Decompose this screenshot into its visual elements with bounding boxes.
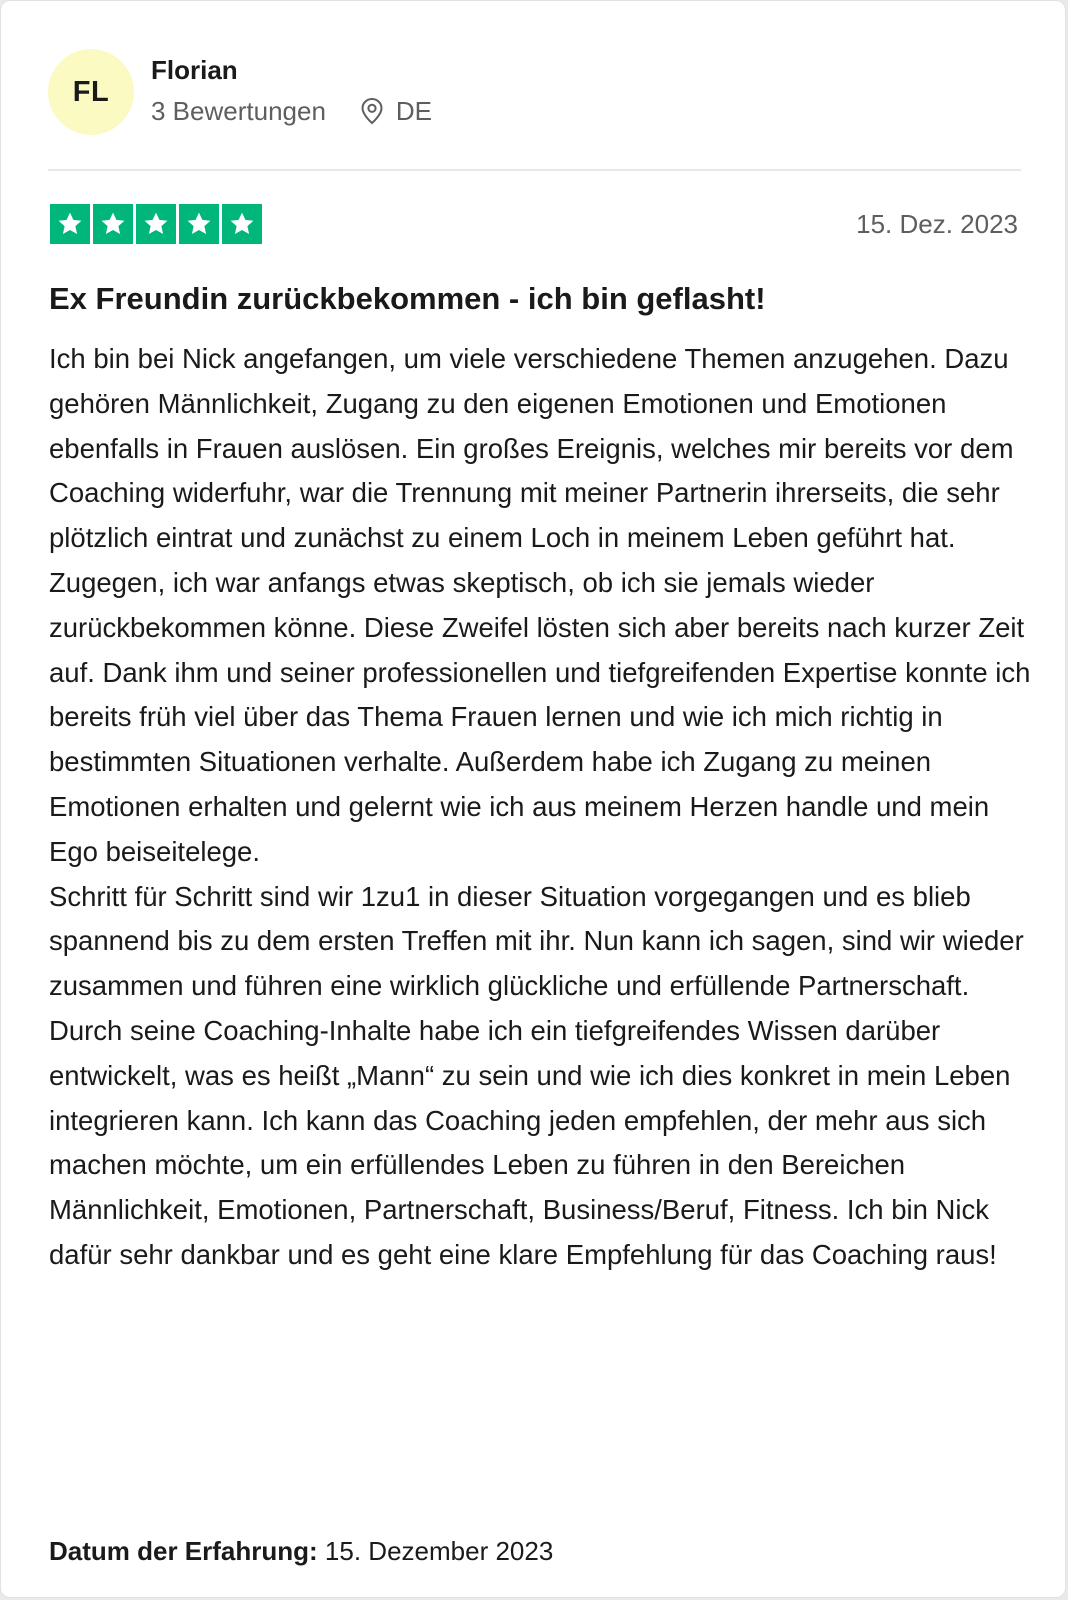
star-icon [50,204,90,244]
reviewer-header [48,49,432,135]
reviewer-sub [151,96,432,126]
review-paragraph: Ich bin bei Nick angefangen, um viele verschiedene Themen anzugehen. Dazu gehören Männlichkeit, Zugang zu den eigenen Emotionen und Emotionen ebenfalls in Frauen auslösen. Ein großes Ereignis, welches mir bereits vor dem Coaching widerfuhr, war die Trennung mit meiner Partnerin ihrerseits, die sehr plötzlich eintrat und zunächst zu einem Loch in meinem Leben geführt hat. Zugegen, ich war anfangs etwas skeptisch, ob ich sie jemals wieder zurückbekommen könne. Diese Zweifel lösten sich aber bereits nach kurzer Zeit auf. Dank ihm und seiner professionellen und tiefgreifenden Expertise konnte ich bereits früh viel über das Thema Frauen lernen und wie ich mich richtig in bestimmten Situationen verhalte. Außerdem habe ich Zugang zu meinen Emotionen erhalten und gelernt wie ich aus meinem Herzen handle und mein Ego beiseitelege. [49,343,1031,867]
location-pin-icon [360,97,384,125]
review-title[interactable]: Ex Freundin zurückbekommen - ich bin geflasht! [49,281,766,316]
star-icon [222,204,262,244]
star-rating [50,204,265,244]
star-icon [179,204,219,244]
reviews-count: 3 Bewertungen [151,96,326,126]
experience-date-row [49,1534,553,1568]
review-date: 15. Dez. 2023 [856,209,1018,239]
divider [48,169,1021,171]
star-icon [136,204,176,244]
review-body [49,337,1034,1278]
experience-date-value: 15. Dezember 2023 [324,1536,554,1566]
avatar[interactable]: FL [48,49,134,135]
reviewer-name[interactable]: Florian [151,55,238,85]
reviewer-meta [151,55,433,126]
review-paragraph: Schritt für Schritt sind wir 1zu1 in dieser Situation vorgegangen und es blieb spannend bis zu dem ersten Treffen mit ihr. Nun kann ich sagen, sind wir wieder zusammen und führen eine wirklich glückliche und erfüllende Partnerschaft. [49,880,1024,1002]
reviewer-country: DE [395,96,433,126]
review-paragraph: Durch seine Coaching-Inhalte habe ich ein tiefgreifendes Wissen darüber entwickelt, was es heißt „Mann“ zu sein und wie ich dies konkret in mein Leben integrieren kann. Ich kann das Coaching jeden empfehlen, der mehr aus sich machen möchte, um ein erfüllendes Leben zu führen in den Bereichen Männlichkeit, Emotionen, Partnerschaft, Business/Beruf, Fitness. Ich bin Nick dafür sehr dankbar und es geht eine klare Empfehlung für das Coaching raus! [49,1014,1011,1270]
star-icon [93,204,133,244]
experience-date-label: Datum der Erfahrung: [49,1536,325,1566]
